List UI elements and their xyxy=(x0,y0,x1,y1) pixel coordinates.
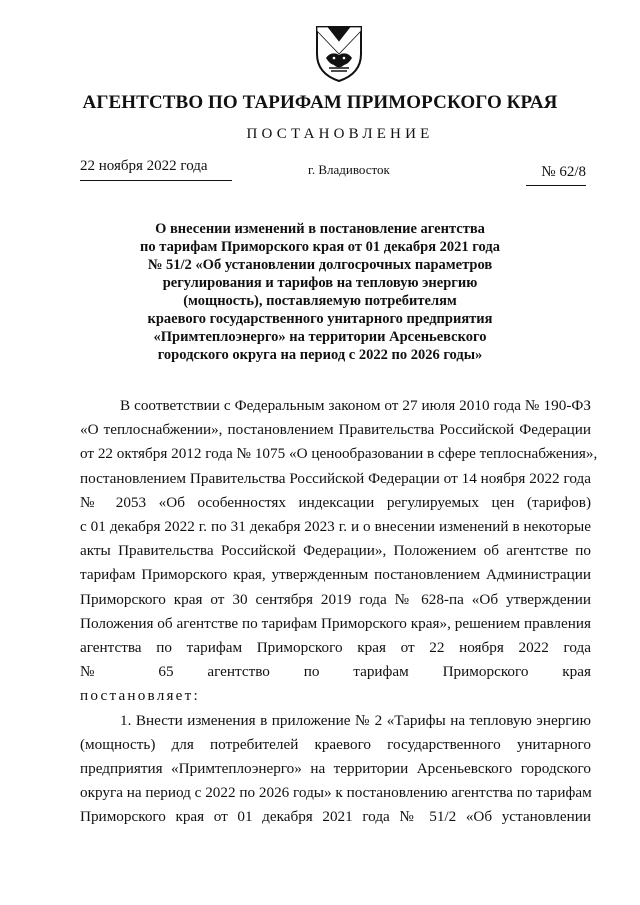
agency-name: АГЕНТСТВО ПО ТАРИФАМ ПРИМОРСКОГО КРАЯ xyxy=(82,92,558,113)
document-subject xyxy=(100,220,540,364)
body-line: 1. Внести изменения в приложение № 2 «Тарифы на тепловую энергию xyxy=(120,711,591,729)
body-line-decree: постановляет: xyxy=(80,687,200,705)
body-line: с 01 декабря 2022 г. по 31 декабря 2023 г. и о внесении изменений в некоторые xyxy=(80,518,591,536)
body-line: «О теплоснабжении», постановлением Правительства Российской Федерации xyxy=(80,421,591,439)
body-line: предприятия «Примтеплоэнерго» на территории Арсеньевского городского xyxy=(80,760,591,778)
body-line: № 65 агентство по тарифам Приморского края xyxy=(80,663,591,681)
subject-line: «Примтеплоэнерго» на территории Арсеньевского xyxy=(153,329,487,345)
body-line: Приморского края от 30 сентября 2019 года № 628-па «Об утверждении xyxy=(80,590,591,608)
document-body xyxy=(80,394,598,830)
body-line: акты Правительства Российской Федерации», Положением об агентстве по xyxy=(80,542,591,560)
body-line: (мощность) для потребителей краевого государственного унитарного xyxy=(80,735,591,753)
body-line: от 22 октября 2012 года № 1075 «О ценообразовании в сфере теплоснабжения», xyxy=(80,445,598,463)
subject-line: по тарифам Приморского края от 01 декабря 2021 года xyxy=(140,239,500,255)
body-line: агентства по тарифам Приморского края от 22 ноября 2022 года xyxy=(80,639,591,657)
document-type: ПОСТАНОВЛЕНИЕ xyxy=(246,126,434,142)
body-line: округа на период с 2022 по 2026 годы» к постановлению агентства по тарифам xyxy=(80,784,592,802)
body-line: № 2053 «Об особенностях индексации регулируемых цен (тарифов) xyxy=(80,493,591,511)
subject-line: О внесении изменений в постановление агентства xyxy=(155,221,485,237)
subject-line: (мощность), поставляемую потребителям xyxy=(183,293,457,309)
subject-line: регулирования и тарифов на тепловую энергию xyxy=(162,275,478,291)
coat-of-arms-icon xyxy=(314,24,364,82)
body-line: Положения об агентстве по тарифам Приморского края», решением правления xyxy=(80,614,591,632)
body-line: В соответствии с Федеральным законом от 27 июля 2010 года № 190-ФЗ xyxy=(120,397,591,414)
document-number: № 62/8 xyxy=(526,164,586,186)
subject-line: городского округа на период с 2022 по 2026 годы» xyxy=(157,347,483,363)
body-line: тарифам Приморского края, утвержденным постановлением Администрации xyxy=(80,566,591,584)
document-city: г. Владивосток xyxy=(308,162,390,177)
document-date: 22 ноября 2022 года xyxy=(80,158,232,181)
subject-line: № 51/2 «Об установлении долгосрочных параметров xyxy=(147,257,493,273)
body-line: постановлением Правительства Российской Федерации от 14 ноября 2022 года xyxy=(80,469,591,487)
subject-line: краевого государственного унитарного предприятия xyxy=(147,311,493,327)
body-line: Приморского края от 01 декабря 2021 года № 51/2 «Об установлении xyxy=(80,808,591,826)
